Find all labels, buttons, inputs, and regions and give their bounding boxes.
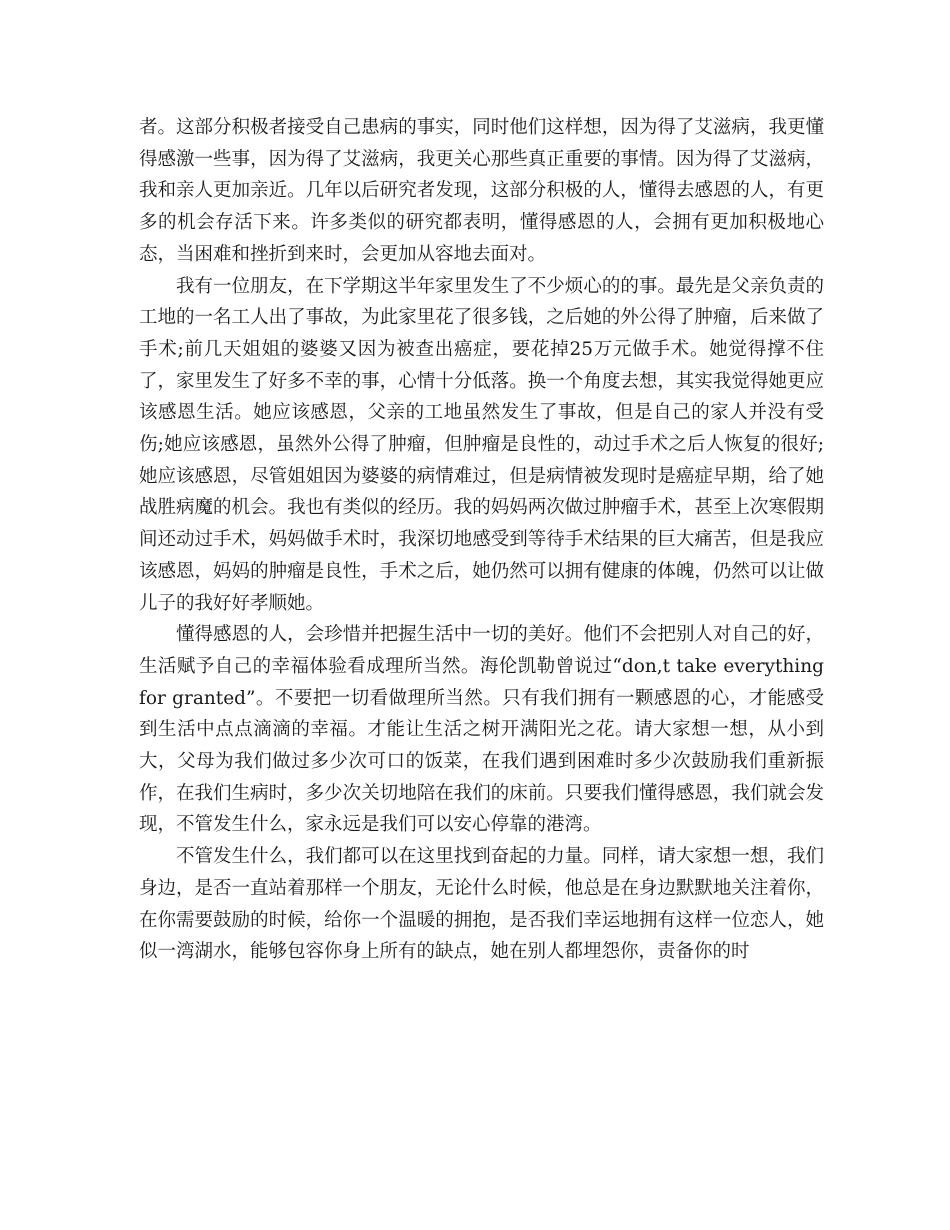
document-body (139, 112, 824, 968)
paragraph-cherish-life: 懂得感恩的人，会珍惜并把握生活中一切的美好。他们不会把别人对自己的好，生活赋予自己的幸福体验看成理所当然。海伦凯勒曾说过“don,t take everything for granted”。不要把一切看做理所当然。只有我们拥有一颗感恩的心，才能感受到生活中点点滴滴的幸福。才能让生活之树开满阳光之花。请大家想一想，从小到大，父母为我们做过多少次可口的饭菜，在我们遇到困难时多少次鼓励我们重新振作，在我们生病时，多少次关切地陪在我们的床前。只要我们懂得感恩，我们就会发现，不管发生什么，家永远是我们可以安心停靠的港湾。 (139, 624, 824, 836)
paragraph-friend-story: 我有一位朋友，在下学期这半年家里发生了不少烦心的的事。最先是父亲负责的工地的一名工人出了事故，为此家里花了很多钱，之后她的外公得了肿瘤，后来做了手术;前几天姐姐的婆婆又因为被查出癌症，要花掉25万元做手术。她觉得撑不住了，家里发生了好多不幸的事，心情十分低落。换一个角度去想，其实我觉得她更应该感恩生活。她应该感恩，父亲的工地虽然发生了事故，但是自己的家人并没有受伤;她应该感恩，虽然外公得了肿瘤，但肿瘤是良性的，动过手术之后人恢复的很好;她应该感恩，尽管姐姐因为婆婆的病情难过，但是病情被发现时是癌症早期，给了她战胜病魔的机会。我也有类似的经历。我的妈妈两次做过肿瘤手术，甚至上次寒假期间还动过手术，妈妈做手术时，我深切地感受到等待手术结果的巨大痛苦，但是我应该感恩，妈妈的肿瘤是良性，手术之后，她仍然可以拥有健康的体魄，仍然可以让做儿子的我好好孝顺她。 (139, 275, 824, 614)
paragraph-strength: 不管发生什么，我们都可以在这里找到奋起的力量。同样，请大家想一想，我们身边，是否一直站着那样一个朋友，无论什么时候，他总是在身边默默地关注着你，在你需要鼓励的时候，给你一个温暖的拥抱，是否我们幸运地拥有这样一位恋人，她似一湾湖水，能够包容你身上所有的缺点，她在别人都埋怨你，责备你的时 (139, 846, 824, 963)
paragraph-continuation: 者。这部分积极者接受自己患病的事实，同时他们这样想，因为得了艾滋病，我更懂得感激一些事，因为得了艾滋病，我更关心那些真正重要的事情。因为得了艾滋病，我和亲人更加亲近。几年以后研究者发现，这部分积极的人，懂得去感恩的人，有更多的机会存活下来。许多类似的研究都表明，懂得感恩的人，会拥有更加积极地心态，当困难和挫折到来时，会更加从容地去面对。 (139, 117, 824, 265)
